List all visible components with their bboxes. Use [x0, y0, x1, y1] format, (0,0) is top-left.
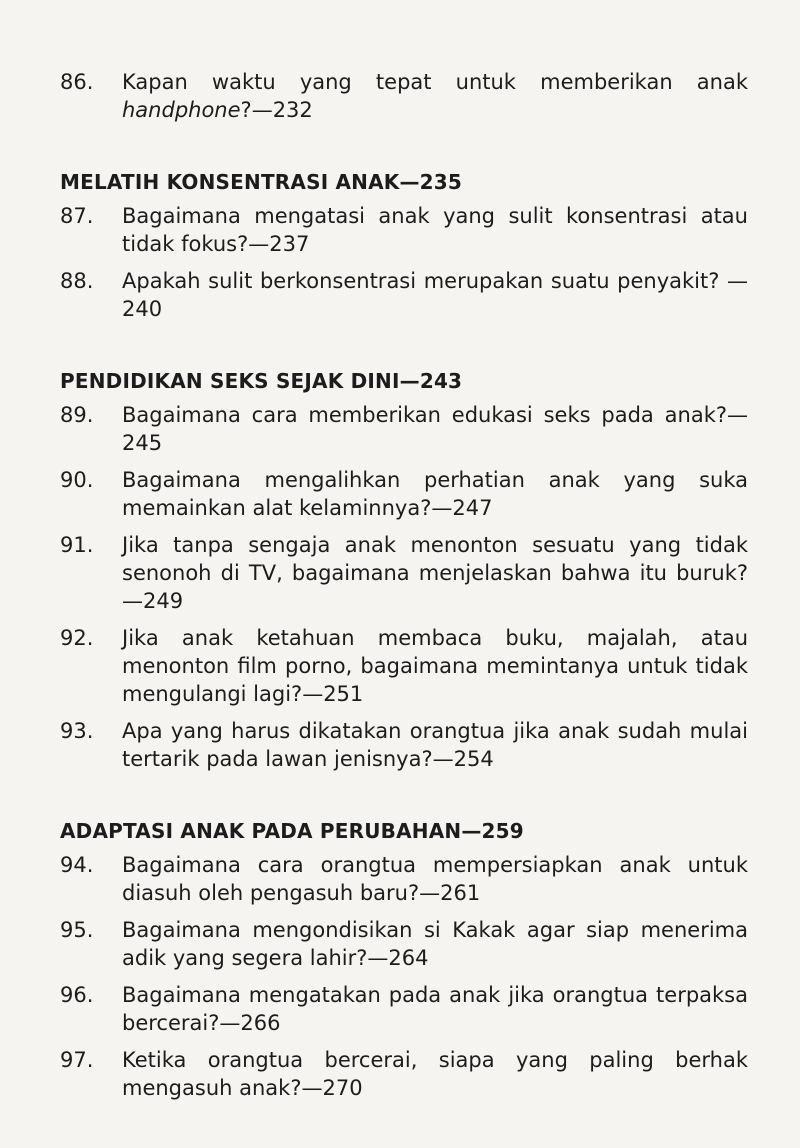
entry-number: 97.: [60, 1048, 94, 1072]
entry-number: 92.: [60, 626, 94, 650]
entry-number: 95.: [60, 918, 94, 942]
toc-entry-90: [60, 466, 748, 522]
entry-text: Bagaimana cara memberikan edukasi seks pada anak?—245: [122, 403, 748, 455]
toc-entry-95: [60, 916, 748, 972]
entry-text: Bagaimana mengalihkan perhatian anak yang suka memainkan alat kelaminnya?—247: [122, 468, 748, 520]
toc-entry-86: [60, 68, 748, 124]
entry-text: Ketika orangtua bercerai, siapa yang paling berhak mengasuh anak?—270: [122, 1048, 748, 1100]
entry-number: 90.: [60, 468, 94, 492]
toc-entry-93: [60, 717, 748, 773]
entry-number: 91.: [60, 533, 94, 557]
entry-text: Bagaimana cara orangtua mempersiapkan anak untuk diasuh oleh pengasuh baru?—261: [122, 853, 748, 905]
toc-entry-92: [60, 624, 748, 708]
toc-entry-88: [60, 267, 748, 323]
section-title-seks: PENDIDIKAN SEKS SEJAK DINI—243: [60, 369, 463, 393]
entry-text: Bagaimana mengondisikan si Kakak agar siap menerima adik yang segera lahir?—264: [122, 918, 748, 970]
entry-text-italic: handphone: [122, 98, 241, 122]
entry-text-main: Kapan waktu yang tepat untuk memberikan anak: [122, 70, 748, 94]
entry-number: 94.: [60, 853, 94, 877]
entry-number: 86.: [60, 70, 94, 94]
toc-entry-89: [60, 401, 748, 457]
section-title-konsentrasi: MELATIH KONSENTRASI ANAK—235: [60, 170, 463, 194]
toc-entry-91: [60, 531, 748, 615]
entry-text: Apa yang harus dikatakan orangtua jika anak sudah mulai tertarik pada lawan jenisnya?—254: [122, 719, 748, 771]
toc-entry-97: [60, 1046, 748, 1102]
toc-entry-96: [60, 981, 748, 1037]
entry-text: Bagaimana mengatasi anak yang sulit konsentrasi atau tidak fokus?—237: [122, 204, 748, 256]
entry-number: 89.: [60, 403, 94, 427]
entry-number: 87.: [60, 204, 94, 228]
entry-text: Jika tanpa sengaja anak menonton sesuatu yang tidak senonoh di TV, bagaimana menjelaskan bahwa itu buruk? —249: [122, 533, 748, 613]
entry-number: 88.: [60, 269, 94, 293]
entry-text: Bagaimana mengatakan pada anak jika orangtua terpaksa bercerai?—266: [122, 983, 748, 1035]
entry-number: 93.: [60, 719, 94, 743]
toc-entry-94: [60, 851, 748, 907]
entry-text: [122, 68, 748, 124]
entry-text-tail: ?—232: [240, 98, 313, 122]
section-title-adaptasi: ADAPTASI ANAK PADA PERUBAHAN—259: [60, 819, 524, 843]
toc-entry-87: [60, 202, 748, 258]
entry-number: 96.: [60, 983, 94, 1007]
entry-text: Jika anak ketahuan membaca buku, majalah, atau menonton film porno, bagaimana memintanya untuk tidak mengulangi lagi?—251: [122, 626, 748, 706]
entry-text: Apakah sulit berkonsentrasi merupakan suatu penyakit? —240: [122, 269, 748, 321]
